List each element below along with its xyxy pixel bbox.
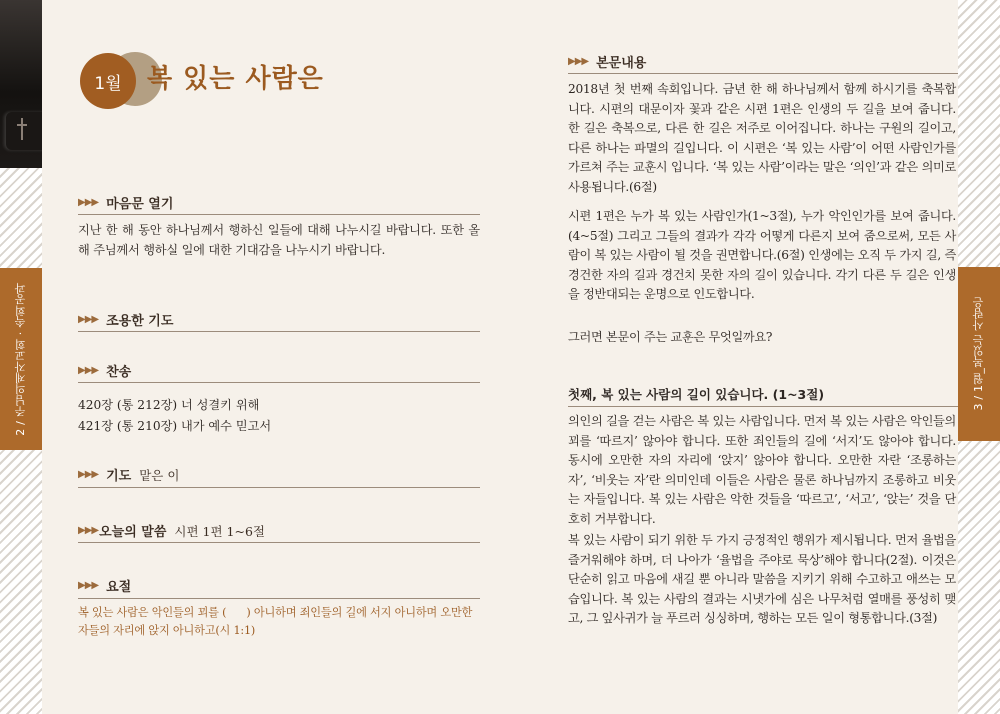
section-marker-icon: ▶▶▶ bbox=[568, 56, 589, 67]
content-label: 본문내용 bbox=[596, 56, 647, 71]
first-point-paragraph-1: 의인의 길을 걷는 사람은 복 있는 사람입니다. 먼저 복 있는 사람은 악인들의 꾀를 ‘따르지’ 않아야 합니다. 또한 죄인들의 길에 ‘서지’도 않아야 합니다. 동시에 오만한 자의 자리에 ‘앉지’ 않아야 합니다. 오만한 자란 ‘조롱하는 자’, ‘비웃는 자’란 의미인데 이들은 사람은 물론 하나님까지 조롱하고 비웃는 자들입니다. 복 있는 사람은 악한 것들을 ‘따르고’, ‘서고’, ‘앉는’ 것을 단호히 거부합니다. bbox=[568, 414, 956, 526]
bible-photo bbox=[0, 0, 42, 168]
word-divider bbox=[78, 542, 480, 543]
silent-prayer-label: 조용한 기도 bbox=[106, 314, 174, 329]
content-paragraph-2: 시편 1편은 누가 복 있는 사람인가(1~3절), 누가 악인인가를 보여 줍니다.(4~5절) 그리고 그들의 결과가 각각 어떻게 다른지 보여 줌으로써, 모든 사람이 복 있는 사람이 될 것을 권면합니다.(6절) 인생에는 오직 두 가지 길, 즉 경건한 자의 길과 경건치 못한 자의 길이 있습니다. 각기 다른 두 길은 인생을 정반대되는 운명으로 인도합니다. bbox=[568, 209, 956, 302]
hymn-item-1: 420장 (통 212장) 너 성결키 위해 bbox=[78, 398, 260, 412]
opening-heading bbox=[78, 193, 173, 212]
first-point-paragraph-2: 복 있는 사람이 되기 위한 두 가지 긍정적인 행위가 제시됩니다. 먼저 율법을 즐거워해야 하며, 더 나아가 ‘율법을 주야로 묵상’해야 합니다(2절). 이것은 단순히 읽고 마음에 새길 뿐 아니라 말씀을 지키기 위해 수고하고 애쓰는 모습입니다. 복 있는 사람의 결과는 시냇가에 심은 나무처럼 열매를 풍성히 맺고, 그 잎사귀가 늘 푸르러 싱싱하며, 행하는 모든 일이 형통합니다.(3절) bbox=[568, 533, 956, 626]
word-heading bbox=[78, 521, 265, 540]
section-marker-icon: ▶▶▶ bbox=[78, 197, 99, 208]
section-marker-icon: ▶▶▶ bbox=[78, 525, 99, 536]
content-divider bbox=[568, 73, 958, 74]
prayer-heading bbox=[78, 465, 179, 484]
hymn-item-2: 421장 (통 210장) 내가 예수 믿고서 bbox=[78, 419, 272, 433]
first-point-heading: 첫째, 복 있는 사람의 길이 있습니다. (1~3절) bbox=[568, 387, 825, 402]
left-page-tab bbox=[0, 268, 42, 450]
prayer-label: 기도 bbox=[106, 469, 132, 484]
first-point-divider bbox=[568, 406, 958, 407]
word-label: 오늘의 말씀 bbox=[99, 525, 167, 540]
cross-icon bbox=[17, 118, 27, 140]
summary-label: 요절 bbox=[106, 580, 132, 595]
prayer-leader: 맡은 이 bbox=[139, 467, 180, 483]
section-marker-icon: ▶▶▶ bbox=[78, 580, 99, 591]
silent-prayer-heading bbox=[78, 310, 173, 329]
content-heading bbox=[568, 52, 646, 71]
section-marker-icon: ▶▶▶ bbox=[78, 314, 99, 325]
silent-prayer-divider bbox=[78, 331, 480, 332]
left-page-tab-label: 2 / 주님의제자교회 · 속회공과 bbox=[14, 282, 27, 436]
right-page-tab bbox=[958, 267, 1000, 441]
lesson-title: 복 있는 사람은 bbox=[147, 64, 324, 94]
right-page bbox=[532, 0, 958, 714]
opening-label: 마음문 열기 bbox=[106, 197, 174, 212]
month-label: 1월 bbox=[80, 53, 136, 109]
summary-divider bbox=[78, 598, 480, 599]
summary-heading bbox=[78, 576, 131, 595]
left-page bbox=[42, 0, 532, 714]
opening-text: 지난 한 해 동안 하나님께서 행하신 일들에 대해 나누시길 바랍니다. 또한 올해 주님께서 행하실 일에 대한 기대감을 나누시기 바랍니다. bbox=[78, 223, 480, 257]
section-marker-icon: ▶▶▶ bbox=[78, 469, 99, 480]
opening-divider bbox=[78, 214, 480, 215]
hymn-heading bbox=[78, 361, 131, 380]
right-page-tab-label: 3 / 1월_복있는 사람은 bbox=[972, 297, 985, 411]
memory-verse: 복 있는 사람은 악인들의 꾀를 ( ) 아니하며 죄인들의 길에 서지 아니하며 오만한 자들의 자리에 앉지 아니하고(시 1:1) bbox=[78, 606, 476, 637]
hymn-label: 찬송 bbox=[106, 365, 132, 380]
section-marker-icon: ▶▶▶ bbox=[78, 365, 99, 376]
prayer-divider bbox=[78, 487, 480, 488]
scripture-reference: 시편 1편 1~6절 bbox=[174, 523, 265, 539]
content-question: 그러면 본문이 주는 교훈은 무엇일까요? bbox=[568, 330, 773, 344]
content-paragraph-1: 2018년 첫 번째 속회입니다. 금년 한 해 하나님께서 함께 하시기를 축복합니다. 시편의 대문이자 꽃과 같은 시편 1편은 인생의 두 길을 보여 줍니다. 한 길은 축복으로, 다른 한 길은 저주로 이어집니다. 하나는 구원의 길이고, 다른 하나는 파멸의 길입니다. 이 시편은 ‘복 있는 사람’이 어떤 사람인가를 가르쳐 주는 교훈시 입니다. ‘복 있는 사람’이라는 말은 ‘의인’과 같은 의미로 사용됩니다.(6절) bbox=[568, 82, 956, 194]
hymn-divider bbox=[78, 382, 480, 383]
